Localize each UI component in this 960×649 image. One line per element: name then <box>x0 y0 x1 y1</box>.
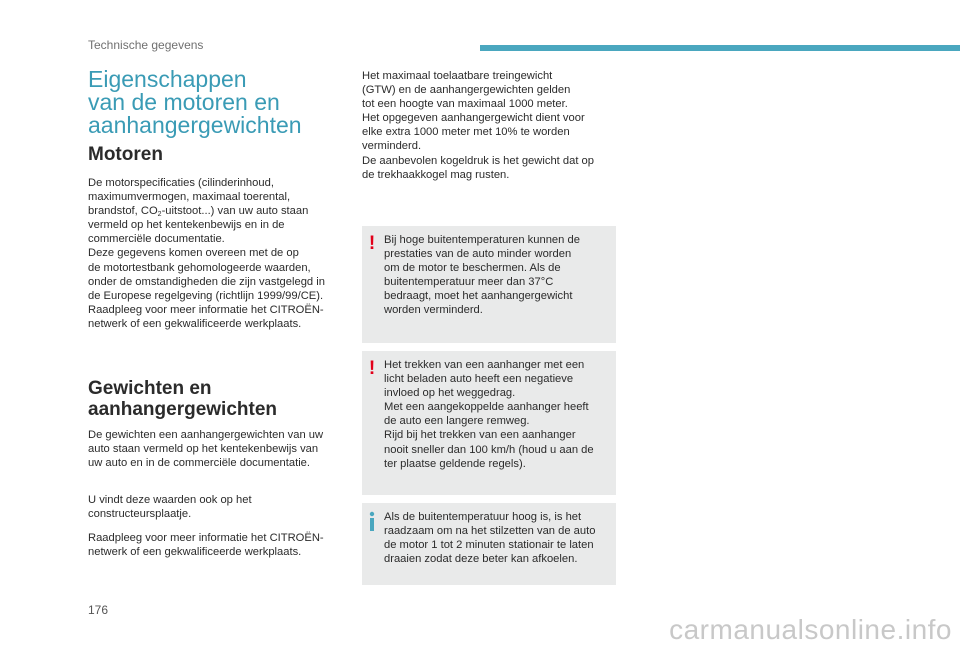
text-line: uw auto en in de commerciële documentatie. <box>88 457 311 470</box>
section-title-line: van de motoren en <box>88 89 280 115</box>
gewichten-heading <box>88 378 277 420</box>
text-line: maximumvermogen, maximaal toerental, <box>88 191 291 204</box>
text-line: netwerk of een gekwalificeerde werkplaats. <box>88 546 302 559</box>
text-line: de motortestbank gehomologeerde waarden, <box>88 261 311 274</box>
text-line: bedraagt, moet het aanhangergewicht <box>384 290 573 303</box>
info-text <box>384 510 614 566</box>
text-line: Raadpleeg voor meer informatie het CITROËN- <box>88 532 324 544</box>
text-line: raadzaam om na het stilzetten van de auto <box>384 525 596 538</box>
text-line: draaien zodat deze beter kan afkoelen. <box>384 553 578 566</box>
text-line: de auto een langere remweg. <box>384 415 530 428</box>
text-line: Het trekken van een aanhanger met een <box>384 359 585 371</box>
text-line: netwerk of een gekwalificeerde werkplaats. <box>88 317 302 330</box>
gewichten-paragraph-2 <box>88 493 350 521</box>
text-line: Het opgegeven aanhangergewicht dient voor <box>362 112 585 125</box>
motoren-heading: Motoren <box>88 144 163 165</box>
text-line: buitentemperatuur meer dan 37°C <box>384 276 554 289</box>
warning-text <box>384 233 614 318</box>
co2-subscript: 2 <box>157 211 162 219</box>
warning-box-towing <box>362 351 616 495</box>
text-line: de Europese regelgeving (richtlijn 1999/99/CE). <box>88 289 324 302</box>
text-line: auto staan vermeld op het kentekenbewijs van <box>88 443 319 456</box>
warning-box-temperature <box>362 226 616 343</box>
intro-paragraph <box>362 69 618 182</box>
text-line: Als de buitentemperatuur hoog is, is het <box>384 511 582 523</box>
text-line: onder de omstandigheden die zijn vastgelegd in <box>88 275 325 288</box>
text-line: ter plaatse geldende regels). <box>384 457 526 470</box>
text-line: vermeld op het kentekenbewijs en in de <box>88 219 285 232</box>
heading-line: Gewichten en <box>88 378 212 399</box>
exclamation-icon: ! <box>368 358 376 379</box>
text-line: De aanbevolen kogeldruk is het gewicht dat op <box>362 154 594 167</box>
text-line: om de motor te beschermen. Als de <box>384 262 561 275</box>
text-line: prestaties van de auto minder worden <box>384 248 572 261</box>
text-line: nooit sneller dan 100 km/h (houd u aan de <box>384 443 594 456</box>
text-line: elke extra 1000 meter met 10% te worden <box>362 126 570 139</box>
co2-text: brandstof, CO <box>88 205 158 218</box>
text-line: verminderd. <box>362 140 422 153</box>
text-line: De gewichten een aanhangergewichten van uw <box>88 429 324 441</box>
text-line: worden verminderd. <box>384 304 483 317</box>
text-line: Raadpleeg voor meer informatie het CITROËN- <box>88 303 324 316</box>
text-line: constructeursplaatje. <box>88 508 192 521</box>
text-line: Het maximaal toelaatbare treingewicht <box>362 70 553 82</box>
info-icon <box>367 511 377 531</box>
header-accent-bar <box>480 45 960 51</box>
gewichten-paragraph-1 <box>88 428 350 470</box>
text-line: de motor 1 tot 2 minuten stationair te laten <box>384 539 594 552</box>
text-line: invloed op het weggedrag. <box>384 387 516 400</box>
warning-text <box>384 358 614 471</box>
text-line: commerciële documentatie. <box>88 233 225 246</box>
text-line: Rijd bij het trekken van een aanhanger <box>384 429 576 442</box>
page-number: 176 <box>88 603 109 617</box>
info-box-cooling <box>362 503 616 585</box>
text-line: tot een hoogte van maximaal 1000 meter. <box>362 98 568 111</box>
section-title-line: aanhangergewichten <box>88 112 302 138</box>
text-line: Met een aangekoppelde aanhanger heeft <box>384 401 589 414</box>
page-header-title: Technische gegevens <box>88 38 204 52</box>
co2-rest-text: -uitstoot...) van uw auto staan <box>161 205 309 218</box>
watermark: carmanualsonline.info <box>669 614 952 645</box>
motoren-paragraph <box>88 176 350 331</box>
text-line: de trekhaakkogel mag rusten. <box>362 168 510 181</box>
co2-line <box>88 204 350 218</box>
text-line: (GTW) en de aanhangergewichten gelden <box>362 84 571 97</box>
exclamation-icon: ! <box>368 233 376 254</box>
gewichten-paragraph-3 <box>88 531 350 559</box>
text-line: Deze gegevens komen overeen met de op <box>88 247 299 260</box>
section-title <box>88 68 348 137</box>
text-line: Bij hoge buitentemperaturen kunnen de <box>384 234 580 246</box>
heading-line: aanhangergewichten <box>88 399 277 420</box>
text-line: De motorspecificaties (cilinderinhoud, <box>88 177 274 189</box>
text-line: U vindt deze waarden ook op het <box>88 494 252 506</box>
section-title-line: Eigenschappen <box>88 66 247 92</box>
text-line: licht beladen auto heeft een negatieve <box>384 373 574 386</box>
